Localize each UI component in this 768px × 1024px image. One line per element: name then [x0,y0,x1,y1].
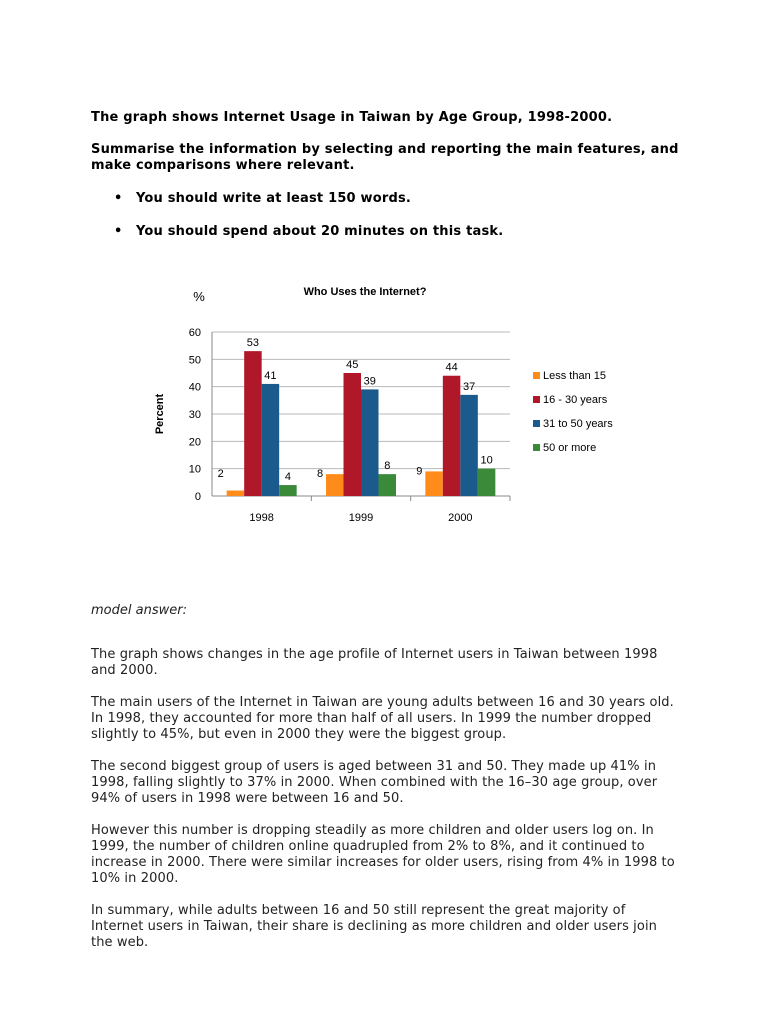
data-label: 4 [284,471,291,484]
bar [326,474,344,496]
list-item [91,191,691,207]
chart-title: Who Uses the Internet? [303,286,427,298]
y-tick-label: 10 [188,463,201,476]
legend-label: 31 to 50 years [543,418,613,430]
y-tick-label: 0 [194,491,201,503]
bullet-icon: • [114,191,123,206]
y-tick-label: 30 [188,409,201,421]
task-instructions [91,110,691,240]
bar [244,351,262,496]
bar [460,395,478,496]
task-description: The graph shows Internet Usage in Taiwan by Age Group, 1998-2000. [91,110,613,125]
bar [262,384,280,496]
data-label: 2 [217,468,224,481]
y-tick-label: 40 [188,381,201,394]
essay-paragraph: The main users of the Internet in Taiwan are young adults between 16 and 30 years old. In 1998, they accounted for more than half of all users. In 1999 the number dropped slightly to 45%, but even in 2000 they were the biggest group. [91,695,674,742]
data-label: 39 [363,375,376,388]
legend-label: Less than 15 [543,370,606,382]
model-answer-essay [91,647,681,967]
legend-swatch [533,372,540,379]
y-axis-label: Percent [154,393,166,435]
bar [425,471,443,496]
data-label: 53 [246,337,260,350]
y-tick-label: 20 [188,436,201,449]
bar [379,474,397,496]
bar [443,376,461,496]
model-answer-label: model answer: [91,603,187,618]
bar [227,491,245,496]
bullet-icon: • [114,224,123,239]
data-label: 8 [384,460,391,473]
bar [279,485,297,496]
essay-paragraph: The graph shows changes in the age profile of Internet users in Taiwan between 1998 and 2000. [91,647,658,678]
legend-swatch [533,396,540,403]
legend-swatch [533,420,540,427]
y-tick-label: 60 [188,327,201,339]
unit-label: % [193,289,205,304]
essay-paragraph: The second biggest group of users is aged between 31 and 50. They made up 41% in 1998, falling slightly to 37% in 2000. When combined with the 16–30 age group, over 94% of users in 1998 were between 16 and 50. [91,759,658,806]
data-label: 44 [445,361,458,374]
data-label: 37 [462,380,476,393]
bar-chart [140,278,640,538]
essay-paragraph: In summary, while adults between 16 and 50 still represent the great majority of Internet users in Taiwan, their share is declining as more children and older users join the web. [91,903,657,950]
data-label: 45 [346,359,359,371]
bar [478,469,496,496]
essay-paragraph: However this number is dropping steadily as more children and older users log on. In 1999, the number of children online quadrupled from 2% to 8%, and it continued to increase in 2000. There were similar increases for older users, rising from 4% in 1998 to 10% in 2000. [91,823,675,886]
x-tick-label: 2000 [448,512,473,524]
bar [344,373,362,496]
legend-swatch [533,444,540,451]
x-tick-label: 1998 [249,512,274,524]
bar [361,389,379,496]
legend-label: 50 or more [543,442,597,454]
y-tick-label: 50 [188,354,201,367]
data-label: 10 [480,454,493,467]
legend-label: 16 - 30 years [543,394,608,406]
data-label: 8 [316,468,324,481]
list-item-text: You should spend about 20 minutes on this task. [136,224,504,239]
list-item [91,224,691,240]
task-bullet-list [91,191,691,240]
data-label: 41 [264,369,277,382]
list-item-text: You should write at least 150 words. [136,191,412,206]
data-label: 9 [416,465,423,478]
x-tick-label: 1999 [348,512,374,524]
task-instruction: Summarise the information by selecting and reporting the main features, and make comparisons where relevant. [91,142,679,173]
